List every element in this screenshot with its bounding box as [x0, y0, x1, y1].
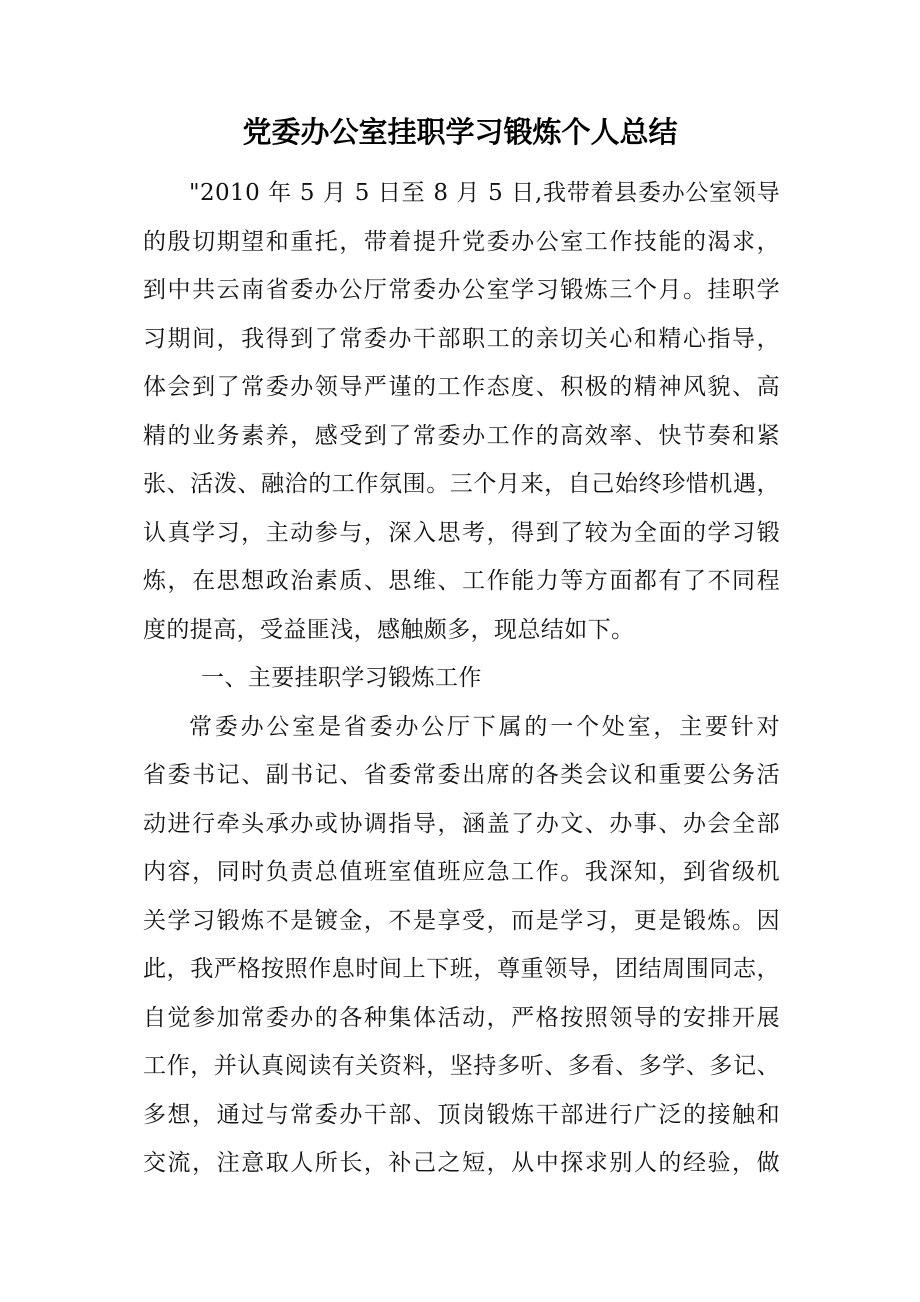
- section-heading: 一、主要挂职学习锻炼工作: [201, 665, 482, 691]
- paragraph-line: 动进行牵头承办或协调指导，涵盖了办文、办事、办会全部: [143, 810, 780, 837]
- paragraph-line: 此，我严格按照作息时间上下班，尊重领导，团结周围同志，: [143, 956, 780, 982]
- paragraph-line: 多想，通过与常委办干部、顶岗锻炼干部进行广泛的接触和: [143, 1101, 780, 1128]
- paragraph-line: 工作，并认真阅读有关资料，坚持多听、多看、多学、多记、: [143, 1053, 780, 1079]
- document-title: 党委办公室挂职学习锻炼个人总结: [242, 115, 678, 149]
- paragraph-line: 习期间，我得到了常委办干部职工的亲切关心和精心指导，: [143, 325, 780, 352]
- paragraph-line: 关学习锻炼不是镀金，不是享受，而是学习，更是锻炼。因: [143, 907, 780, 934]
- document-body: [143, 169, 780, 1188]
- paragraph-line: 度的提高，受益匪浅，感触颇多，现总结如下。: [143, 616, 635, 643]
- paragraph-line: 省委书记、副书记、省委常委出席的各类会议和重要公务活: [143, 762, 780, 788]
- paragraph-line: 常委办公室是省委办公厅下属的一个处室，主要针对: [189, 713, 780, 740]
- paragraph-line: 认真学习，主动参与，深入思考，得到了较为全面的学习锻: [143, 519, 780, 546]
- paragraph-line: 交流，注意取人所长，补己之短，从中探求别人的经验，做: [143, 1150, 780, 1176]
- paragraph-line: "2010 年 5 月 5 日至 8 月 5 日,我带着县委办公室领导: [189, 180, 780, 206]
- paragraph-line: 体会到了常委办领导严谨的工作态度、积极的精神风貌、高: [143, 374, 780, 400]
- paragraph-line: 内容，同时负责总值班室值班应急工作。我深知，到省级机: [143, 859, 780, 885]
- paragraph-line: 的殷切期望和重托，带着提升党委办公室工作技能的渴求，: [143, 228, 780, 255]
- paragraph-line: 张、活泼、融洽的工作氛围。三个月来，自己始终珍惜机遇，: [143, 471, 780, 497]
- paragraph-line: 到中共云南省委办公厅常委办公室学习锻炼三个月。挂职学: [143, 277, 780, 303]
- paragraph-line: 自觉参加常委办的各种集体活动，严格按照领导的安排开展: [143, 1004, 780, 1031]
- paragraph-line: 精的业务素养，感受到了常委办工作的高效率、快节奏和紧: [143, 422, 780, 449]
- paragraph-line: 炼，在思想政治素质、思维、工作能力等方面都有了不同程: [143, 568, 780, 594]
